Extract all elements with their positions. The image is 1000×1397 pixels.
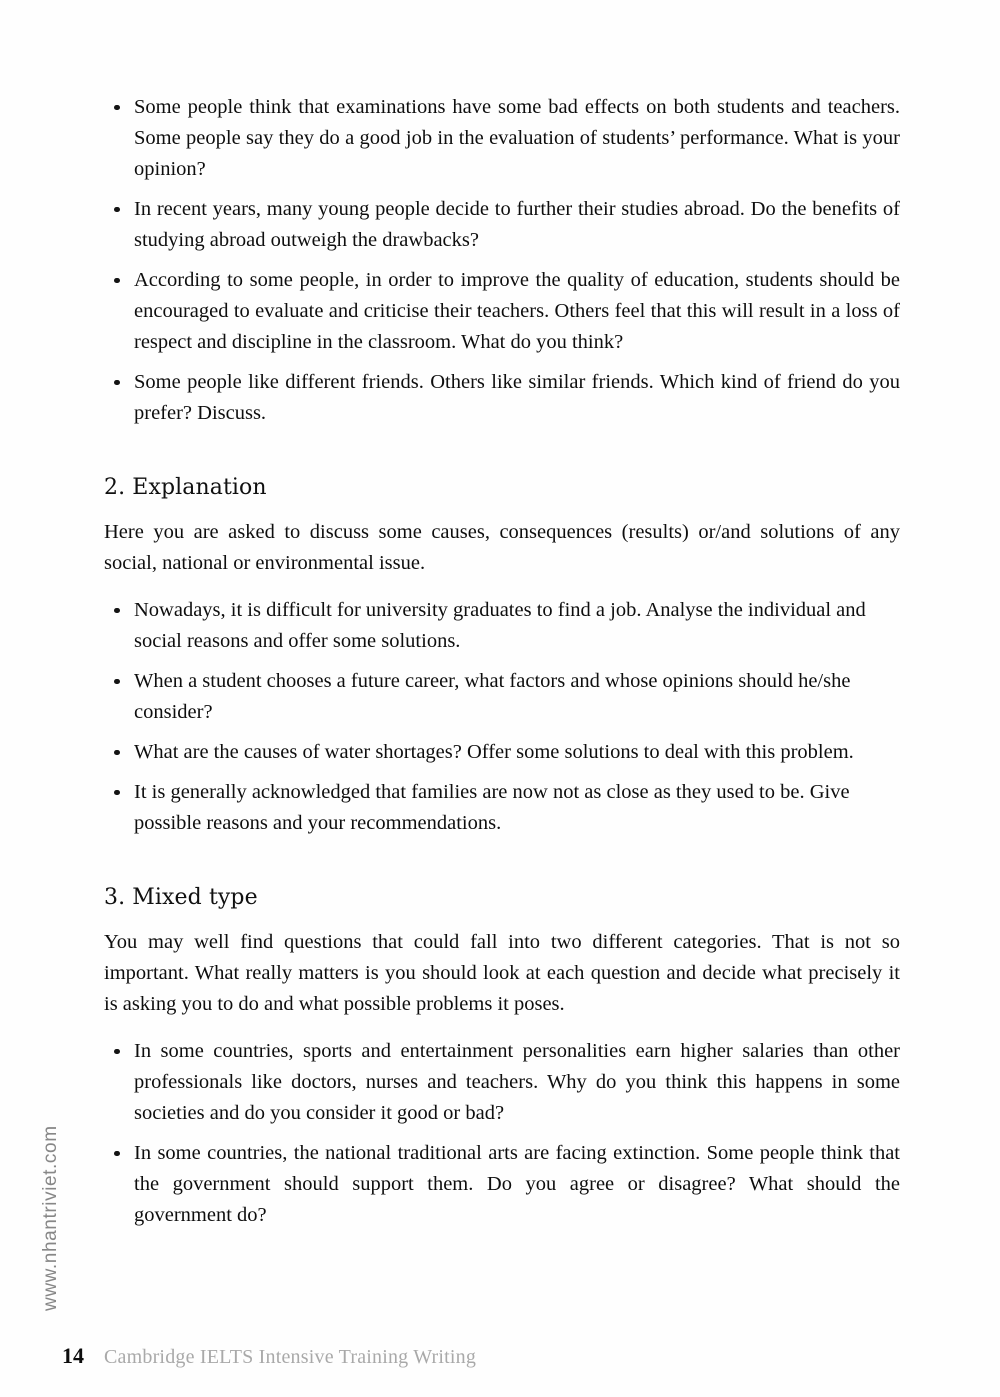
list-item <box>104 265 900 358</box>
spacer <box>104 429 900 473</box>
list-item <box>104 1138 900 1231</box>
spacer <box>104 503 900 517</box>
bullet-dot-icon <box>114 207 120 213</box>
list-item-text: In recent years, many young people decide to further their studies abroad. Do the benefits of studying abroad outweigh the drawbacks? <box>134 198 900 251</box>
section-heading-explanation: 2. Explanation <box>104 475 267 500</box>
list-item-text: When a student chooses a future career, what factors and whose opinions should he/she consider? <box>134 670 851 723</box>
bullet-dot-icon <box>114 1151 120 1157</box>
list-item <box>104 777 900 839</box>
list-item-text: Nowadays, it is difficult for university graduates to find a job. Analyse the individual and social reasons and offer some solutions. <box>134 599 866 652</box>
page-footer <box>62 1343 476 1369</box>
section-heading-mixed-type: 3. Mixed type <box>104 885 258 910</box>
bullet-dot-icon <box>114 750 120 756</box>
list-item <box>104 666 900 728</box>
book-title: Cambridge IELTS Intensive Training Writing <box>104 1346 477 1368</box>
bullet-dot-icon <box>114 1049 120 1055</box>
intro-bullet-list <box>104 92 900 429</box>
list-item <box>104 595 900 657</box>
bullet-dot-icon <box>114 608 120 614</box>
site-watermark: www.nhantriviet.com <box>40 1125 61 1311</box>
explanation-bullet-list <box>104 595 900 839</box>
section-paragraph-explanation: Here you are asked to discuss some causes, consequences (results) or/and solutions of any social, national or environmental issue. <box>104 521 900 574</box>
list-item-text: Some people like different friends. Others like similar friends. Which kind of friend do you prefer? Discuss. <box>134 371 900 424</box>
list-item-text: In some countries, the national traditional arts are facing extinction. Some people think that the government should support them. Do you agree or disagree? What should the government do? <box>134 1142 900 1226</box>
spacer <box>104 579 900 595</box>
bullet-dot-icon <box>114 679 120 685</box>
mixed-type-bullet-list <box>104 1036 900 1231</box>
list-item-text: It is generally acknowledged that families are now not as close as they used to be. Give possible reasons and your recommendations. <box>134 781 850 834</box>
list-item <box>104 92 900 185</box>
list-item-text: What are the causes of water shortages? Offer some solutions to deal with this problem. <box>134 741 854 763</box>
page-content <box>104 92 900 1231</box>
list-item <box>104 1036 900 1129</box>
bullet-dot-icon <box>114 105 120 111</box>
list-item-text: Some people think that examinations have some bad effects on both students and teachers. Some people say they do a good job in the evaluation of students’ performance. What is your opinion? <box>134 96 900 180</box>
list-item <box>104 737 900 768</box>
section-paragraph-mixed-type: You may well find questions that could fall into two different categories. That is not so important. What really matters is you should look at each question and decide what precisely it is asking you to do and what possible problems it poses. <box>104 931 900 1015</box>
spacer <box>104 913 900 927</box>
page-number: 14 <box>62 1343 84 1368</box>
spacer <box>104 1020 900 1036</box>
bullet-dot-icon <box>114 380 120 386</box>
bullet-dot-icon <box>114 278 120 284</box>
spacer <box>104 839 900 883</box>
bullet-dot-icon <box>114 790 120 796</box>
list-item <box>104 367 900 429</box>
list-item <box>104 194 900 256</box>
list-item-text: In some countries, sports and entertainment personalities earn higher salaries than other professionals like doctors, nurses and teachers. Why do you think this happens in some societies and do you consider it good or bad? <box>134 1040 900 1124</box>
list-item-text: According to some people, in order to improve the quality of education, students should be encouraged to evaluate and criticise their teachers. Others feel that this will result in a loss of respect and discipline in the classroom. What do you think? <box>134 269 900 353</box>
